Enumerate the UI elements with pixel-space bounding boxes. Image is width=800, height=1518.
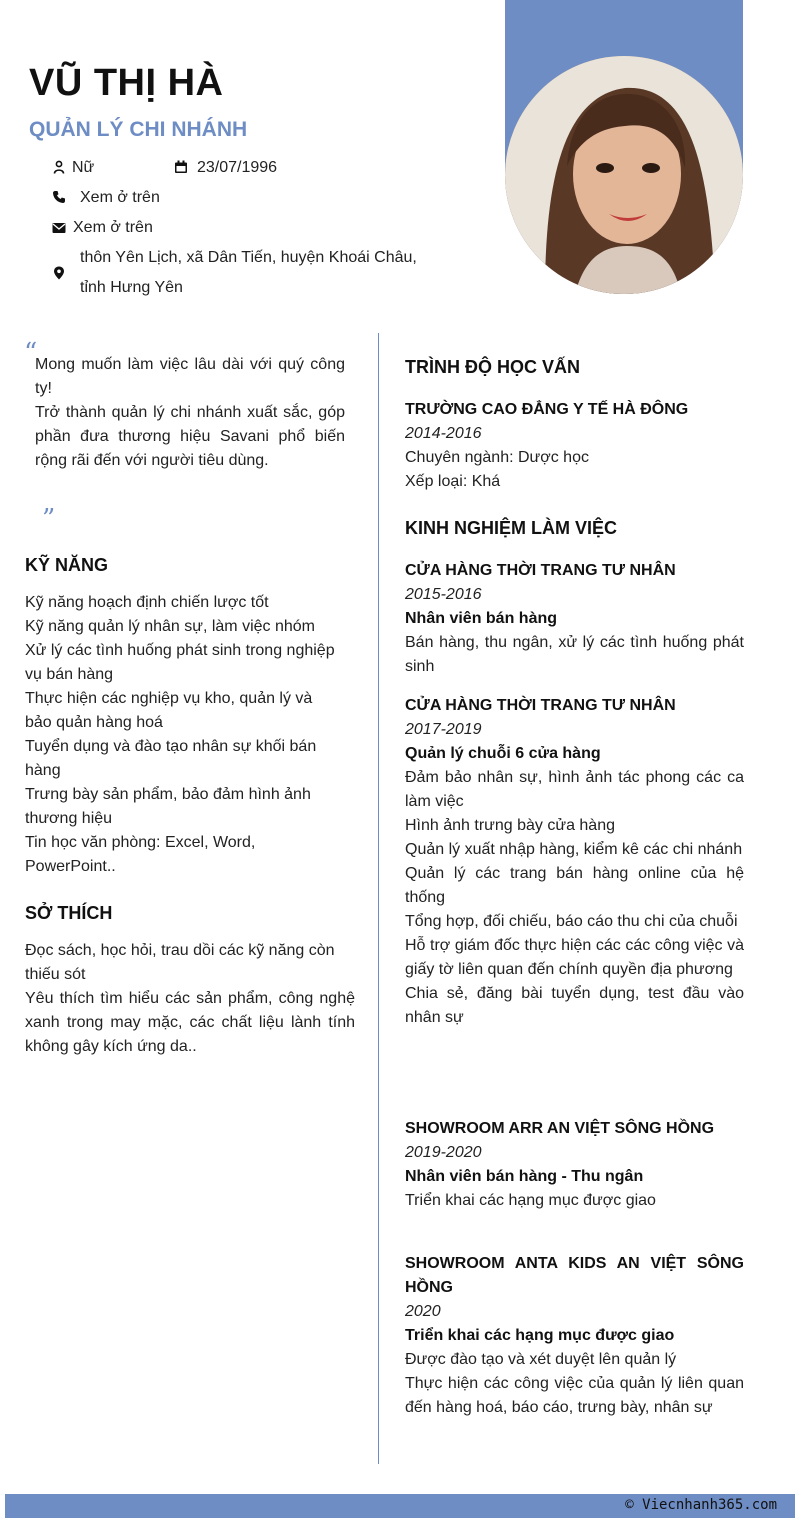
skill-item: Trưng bày sản phẩm, bảo đảm hình ảnh thương hiệu [25, 786, 311, 827]
job-duty: Triển khai các hạng mục được giao [405, 1192, 656, 1209]
education-entry [405, 398, 744, 494]
company-name: SHOWROOM ARR AN VIỆT SÔNG HỒNG [405, 1120, 715, 1137]
hobby-item: Đọc sách, học hỏi, trau dồi các kỹ năng còn thiếu sót [25, 942, 335, 983]
education-years: 2014-2016 [405, 425, 482, 442]
job-position: Nhân viên bán hàng [405, 610, 558, 627]
address-line-2: tỉnh Hưng Yên [80, 279, 183, 296]
footer-copyright[interactable]: © Viecnhanh365.com [625, 1497, 777, 1513]
experience-entry [405, 694, 744, 1030]
hobby-item: Yêu thích tìm hiểu các sản phẩm, công nghệ xanh trong may mặc, các chất liệu lành tính không gây kích ứng da.. [25, 990, 355, 1055]
skill-item: Thực hiện các nghiệp vụ kho, quản lý và bảo quản hàng hoá [25, 690, 313, 731]
job-years: 2020 [405, 1303, 441, 1320]
school-name: TRƯỜNG CAO ĐẲNG Y TẾ HÀ ĐÔNG [405, 401, 689, 418]
company-name: CỬA HÀNG THỜI TRANG TƯ NHÂN [405, 697, 676, 714]
hobbies-title: SỞ THÍCH [25, 903, 113, 923]
job-duty: Bán hàng, thu ngân, xử lý các tình huống phát sinh [405, 634, 744, 675]
phone-icon [52, 190, 68, 206]
footer-bar [5, 1494, 795, 1518]
objective-line-1: Mong muốn làm việc lâu dài với quý công ty! [35, 356, 345, 397]
location-pin-icon [52, 266, 68, 282]
candidate-name: VŨ THỊ HÀ [29, 62, 224, 104]
job-duty: Đảm bảo nhân sự, hình ảnh tác phong các ca làm việc [405, 769, 744, 810]
profile-photo [505, 56, 743, 294]
experience-title: KINH NGHIỆM LÀM VIỆC [405, 518, 618, 538]
job-position: Triển khai các hạng mục được giao [405, 1327, 675, 1344]
education-major: Chuyên ngành: Dược học [405, 449, 589, 466]
column-divider [378, 333, 379, 1464]
education-grade: Xếp loại: Khá [405, 473, 501, 490]
company-name: CỬA HÀNG THỜI TRANG TƯ NHÂN [405, 562, 676, 579]
skill-item: Xử lý các tình huống phát sinh trong nghiệp vụ bán hàng [25, 642, 335, 683]
skill-item: Tuyển dụng và đào tạo nhân sự khối bán hàng [25, 738, 317, 779]
job-position: Nhân viên bán hàng - Thu ngân [405, 1168, 644, 1185]
education-title: TRÌNH ĐỘ HỌC VẤN [405, 357, 580, 377]
experience-entry [405, 1252, 744, 1420]
job-duty: Quản lý các trang bán hàng online của hệ thống [405, 865, 744, 906]
job-duty: Hình ảnh trưng bày cửa hàng [405, 817, 615, 834]
career-objective [35, 353, 345, 473]
company-name: SHOWROOM ANTA KIDS AN VIỆT SÔNG HỒNG [405, 1255, 744, 1296]
job-years: 2017-2019 [405, 721, 482, 738]
job-years: 2015-2016 [405, 586, 482, 603]
job-position: Quản lý chuỗi 6 cửa hàng [405, 745, 601, 762]
job-duty: Hỗ trợ giám đốc thực hiện các các công việc và giấy tờ liên quan đến chính quyền địa phương [405, 937, 744, 978]
open-quote-icon: “ [24, 338, 38, 368]
portrait-illustration [505, 56, 743, 294]
job-duty: Thực hiện các công việc của quản lý liên quan đến hàng hoá, báo cáo, trưng bày, nhân sự [405, 1375, 744, 1416]
skills-list [25, 591, 355, 879]
job-duty: Được đào tạo và xét duyệt lên quản lý [405, 1351, 677, 1368]
job-title: QUẢN LÝ CHI NHÁNH [29, 118, 248, 141]
skills-title: KỸ NĂNG [25, 555, 109, 575]
job-duty: Chia sẻ, đăng bài tuyển dụng, test đầu vào nhân sự [405, 985, 744, 1026]
gender-value: Nữ [72, 159, 95, 176]
email-value: Xem ở trên [73, 219, 153, 236]
job-duty: Tổng hợp, đối chiếu, báo cáo thu chi của chuỗi [405, 913, 738, 930]
skill-item: Kỹ năng quản lý nhân sự, làm việc nhóm [25, 618, 315, 635]
skill-item: Kỹ năng hoạch định chiến lược tốt [25, 594, 269, 611]
dob-value: 23/07/1996 [197, 159, 278, 176]
job-years: 2019-2020 [405, 1144, 482, 1161]
person-icon [52, 160, 68, 176]
skill-item: Tin học văn phòng: Excel, Word, PowerPoint.. [25, 834, 256, 875]
objective-line-2: Trở thành quản lý chi nhánh xuất sắc, góp phần đưa thương hiệu Savani phổ biến rộng rãi đến với người tiêu dùng. [35, 404, 345, 469]
hobbies-list [25, 939, 355, 1059]
close-quote-icon: ” [42, 504, 56, 534]
address-row [52, 243, 442, 303]
calendar-icon [174, 160, 190, 176]
envelope-icon [52, 221, 68, 237]
address-line-1: thôn Yên Lịch, xã Dân Tiến, huyện Khoái Châu, [80, 249, 417, 266]
experience-entry [405, 559, 744, 679]
experience-entry [405, 1117, 744, 1213]
job-duty: Quản lý xuất nhập hàng, kiểm kê các chi nhánh [405, 841, 743, 858]
phone-value: Xem ở trên [80, 189, 160, 206]
